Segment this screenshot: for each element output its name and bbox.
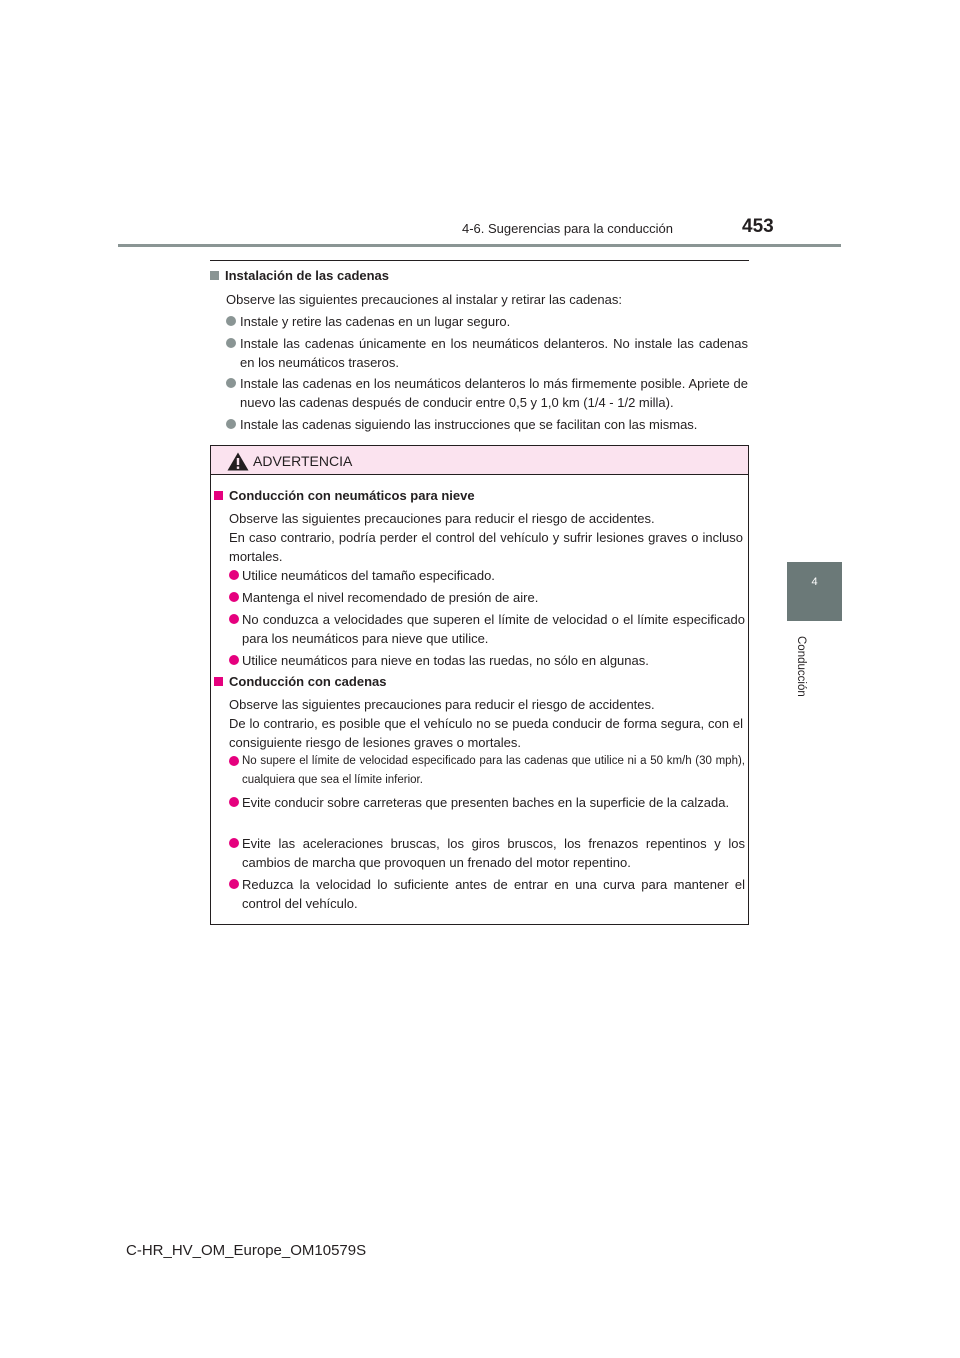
- bullet-dot-icon: [229, 838, 239, 848]
- bullet-dot-icon: [229, 797, 239, 807]
- list-item-text: Instale las cadenas en los neumáticos delanteros lo más firmemente posible. Apriete de nuevo las cadenas después de conducir entre 0,5 y 1,0 km (1/4 - 1/2 milla).: [240, 376, 748, 410]
- section-heading-text: Instalación de las cadenas: [225, 268, 390, 283]
- square-bullet-icon: [210, 271, 219, 280]
- bullet-dot-icon: [226, 338, 236, 348]
- warning-chains-heading: [214, 674, 386, 689]
- list-item-text: Instale y retire las cadenas en un lugar seguro.: [240, 314, 511, 329]
- list-item: [229, 875, 745, 913]
- header-rule: [118, 244, 841, 247]
- bullet-dot-icon: [229, 879, 239, 889]
- list-item-text: Instale las cadenas únicamente en los neumáticos delanteros. No instale las cadenas en los neumáticos traseros.: [240, 336, 748, 370]
- list-item-text: Reduzca la velocidad lo suficiente antes de entrar en una curva para mantener el control del vehículo.: [242, 877, 745, 911]
- warning-chains-heading-text: Conducción con cadenas: [229, 674, 387, 689]
- list-item-text: Evite conducir sobre carreteras que presenten baches en la superficie de la calzada.: [242, 795, 730, 810]
- bullet-dot-icon: [226, 419, 236, 429]
- list-item: [229, 588, 745, 607]
- square-bullet-icon: [214, 491, 223, 500]
- warning-snow-heading-text: Conducción con neumáticos para nieve: [229, 488, 475, 503]
- content-rule: [210, 260, 749, 261]
- page-number: 453: [742, 216, 774, 237]
- warning-snow-intro2: En caso contrario, podría perder el control del vehículo y sufrir lesiones graves o incluso mortales.: [229, 530, 743, 564]
- bullet-dot-icon: [229, 592, 239, 602]
- list-item: [229, 610, 745, 648]
- warning-box: [210, 445, 749, 925]
- warning-snow-intro: Observe las siguientes precauciones para reducir el riesgo de accidentes.: [229, 511, 655, 526]
- bullet-dot-icon: [226, 378, 236, 388]
- warning-snow-heading: [214, 488, 475, 503]
- list-item-text: Mantenga el nivel recomendado de presión de aire.: [242, 590, 539, 605]
- warning-header: [211, 446, 748, 475]
- warning-triangle-icon: [227, 452, 249, 471]
- list-item: [229, 566, 745, 585]
- footer-doc-id: C-HR_HV_OM_Europe_OM10579S: [126, 1242, 367, 1259]
- bullet-dot-icon: [229, 570, 239, 580]
- chapter-tab: [787, 562, 842, 621]
- list-item: [229, 752, 745, 790]
- list-item-text: No supere el límite de velocidad especificado para las cadenas que utilice ni a 50 km/h (30 mph), cualquiera que sea el límite inferior.: [242, 755, 745, 786]
- list-item: [226, 374, 748, 412]
- list-item: [226, 312, 748, 331]
- bullet-dot-icon: [229, 614, 239, 624]
- bullet-dot-icon: [226, 316, 236, 326]
- warning-chains-intro: Observe las siguientes precauciones para reducir el riesgo de accidentes.: [229, 697, 655, 712]
- list-item: [229, 651, 745, 670]
- list-item-text: Utilice neumáticos del tamaño especificado.: [242, 568, 495, 583]
- list-item: [229, 834, 745, 872]
- bullet-dot-icon: [229, 655, 239, 665]
- list-item-text: Evite las aceleraciones bruscas, los giros bruscos, los frenazos repentinos y los cambios de marcha que provoquen un frenado del motor repentino.: [242, 836, 745, 870]
- chapter-label: Conducción: [795, 636, 807, 697]
- list-item: [226, 334, 748, 372]
- list-item: [226, 415, 748, 434]
- list-item-text: Utilice neumáticos para nieve en todas las ruedas, no sólo en algunas.: [242, 653, 649, 668]
- warning-chains-intro2: De lo contrario, es posible que el vehículo no se pueda conducir de forma segura, con el consiguiente riesgo de lesiones graves o mortales.: [229, 716, 743, 750]
- section-intro: Observe las siguientes precauciones al instalar y retirar las cadenas:: [226, 292, 622, 307]
- warning-title: ADVERTENCIA: [253, 453, 353, 469]
- bullet-dot-icon: [229, 756, 239, 766]
- chapter-number: 4: [811, 576, 818, 588]
- header-section-title: 4-6. Sugerencias para la conducción: [462, 221, 674, 236]
- list-item-text: Instale las cadenas siguiendo las instrucciones que se facilitan con las mismas.: [240, 417, 698, 432]
- list-item: [229, 793, 745, 812]
- section-heading: [210, 268, 389, 283]
- square-bullet-icon: [214, 677, 223, 686]
- list-item-text: No conduzca a velocidades que superen el límite de velocidad o el límite especificado para los neumáticos para nieve que utilice.: [242, 612, 745, 646]
